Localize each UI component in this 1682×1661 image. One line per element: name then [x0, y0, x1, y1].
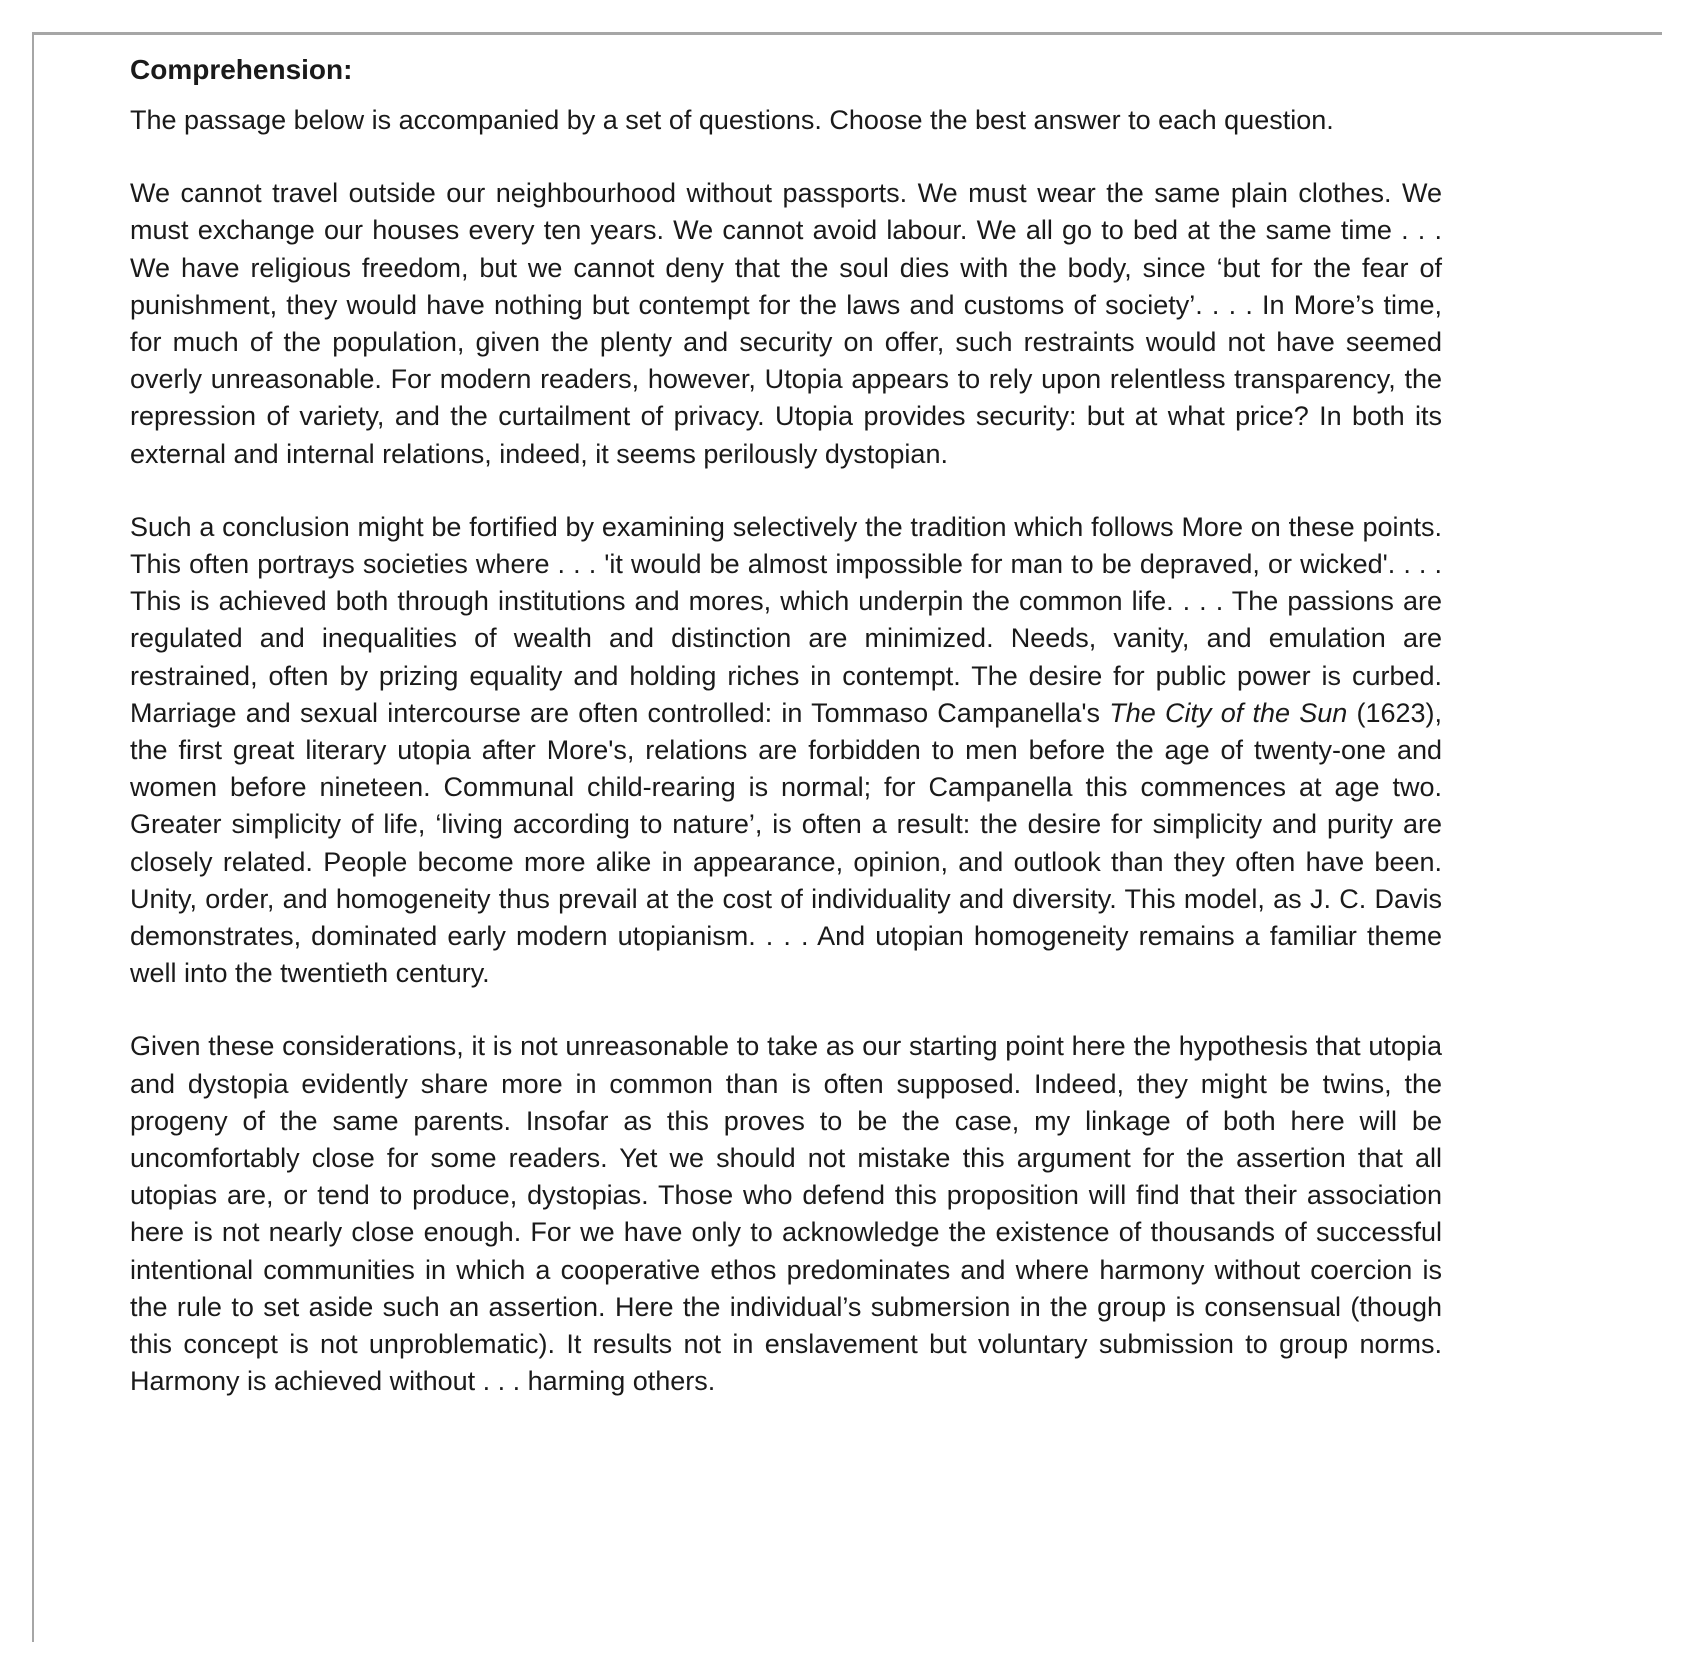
document-body [130, 52, 1442, 1437]
passage-paragraph-3: Given these considerations, it is not unreasonable to take as our starting point here the hypothesis that utopia and dystopia evidently share more in common than is often supposed. Indeed, they might be twins, the progeny of the same parents. Insofar as this proves to be the case, my linkage of both here will be uncomfortably close for some readers. Yet we should not mistake this argument for the assertion that all utopias are, or tend to produce, dystopias. Those who defend this proposition will find that their association here is not nearly close enough. For we have only to acknowledge the existence of thousands of successful intentional communities in which a cooperative ethos predominates and where harmony without coercion is the rule to set aside such an assertion. Here the individual’s submersion in the group is consensual (though this concept is not unproblematic). It results not in enslavement but voluntary submission to group norms. Harmony is achieved without . . . harming others. [130, 1031, 1442, 1397]
paragraph-2-text-after-title: (1623), the first great literary utopia after More's, relations are forbidden to men before the age of twenty-one and women before nineteen. Communal child-rearing is normal; for Campanella this commences at age two. Greater simplicity of life, ‘living according to nature’, is often a result: the desire for simplicity and purity are closely related. People become more alike in appearance, opinion, and outlook than they often have been. Unity, order, and homogeneity thus prevail at the cost of individuality and diversity. This model, as J. C. Davis demonstrates, dominated early modern utopianism. . . . And utopian homogeneity remains a familiar theme well into the twentieth century. [130, 697, 1442, 989]
passage-paragraph-1: We cannot travel outside our neighbourhood without passports. We must wear the same plain clothes. We must exchange our houses every ten years. We cannot avoid labour. We all go to bed at the same time . . . We have religious freedom, but we cannot deny that the soul dies with the body, since ‘but for the fear of punishment, they would have nothing but contempt for the laws and customs of society’. . . . In More’s time, for much of the population, given the plenty and security on offer, such restraints would not have seemed overly unreasonable. For modern readers, however, Utopia appears to rely upon relentless transparency, the repression of variety, and the curtailment of privacy. Utopia provides security: but at what price? In both its external and internal relations, indeed, it seems perilously dystopian. [130, 178, 1442, 469]
paragraph-2-text-before-title: Such a conclusion might be fortified by examining selectively the tradition which follows More on these points. This often portrays societies where . . . 'it would be almost impossible for man to be depraved, or wicked'. . . . This is achieved both through institutions and mores, which underpin the common life. . . . The passions are regulated and inequalities of wealth and distinction are minimized. Needs, vanity, and emulation are restrained, often by prizing equality and holding riches in contempt. The desire for public power is curbed. Marriage and sexual intercourse are often controlled: in Tommaso Campanella's [130, 511, 1442, 728]
passage-paragraph-2 [130, 509, 1442, 993]
section-heading: Comprehension: [130, 54, 353, 85]
book-title: The City of the Sun [1109, 697, 1348, 728]
instructions-paragraph: The passage below is accompanied by a set of questions. Choose the best answer to each question. [130, 105, 1334, 135]
